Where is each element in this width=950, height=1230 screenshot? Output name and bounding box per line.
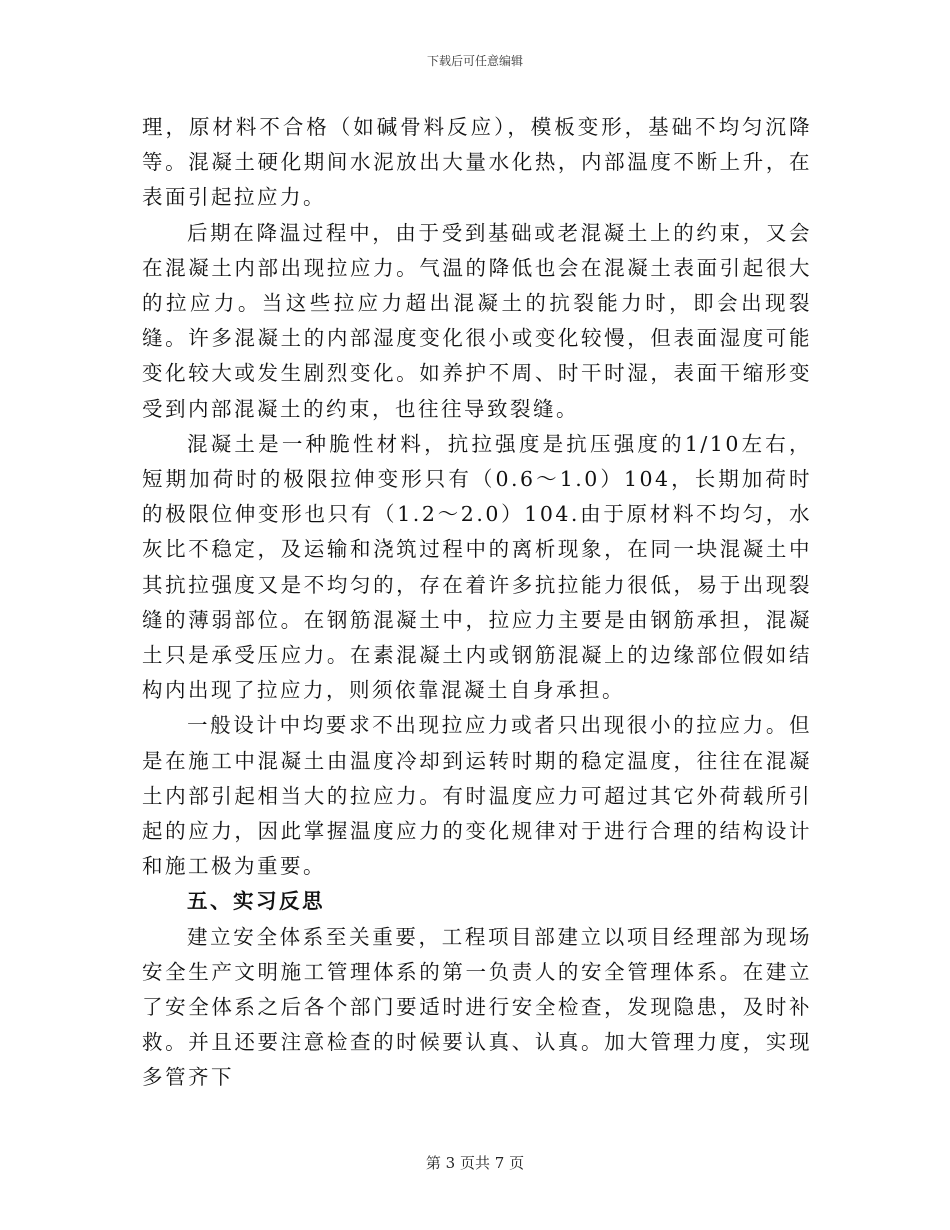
- section-heading: 五、实习反思: [187, 889, 325, 914]
- paragraph-4: 一般设计中均要求不出现拉应力或者只出现很小的拉应力。但是在施工中混凝土由温度冷却到运转时期的稳定温度，往往在混凝土内部引起相当大的拉应力。有时温度应力可超过其它外荷载所引起的应力，因此掌握温度应力的变化规律对于进行合理的结构设计和施工极为重要。: [142, 713, 812, 879]
- paragraph-3: 混凝土是一种脆性材料，抗拉强度是抗压强度的1/10左右，短期加荷时的极限拉伸变形只有（0.6～1.0）104，长期加荷时的极限位伸变形也只有（1.2～2.0）104.由于原材料不均匀，水灰比不稳定，及运输和浇筑过程中的离析现象，在同一块混凝土中其抗拉强度又是不均匀的，存在着许多抗拉能力很低，易于出现裂缝的薄弱部位。在钢筋混凝土中，拉应力主要是由钢筋承担，混凝土只是承受压应力。在素混凝土内或钢筋混凝上的边缘部位假如结构内出现了拉应力，则须依靠混凝土自身承担。: [142, 431, 812, 703]
- paragraph-5: 建立安全体系至关重要，工程项目部建立以项目经理部为现场安全生产文明施工管理体系的第一负责人的安全管理体系。在建立了安全体系之后各个部门要适时进行安全检查，发现隐患，及时补救。并且还要注意检查的时候要认真、认真。加大管理力度，实现多管齐下: [142, 924, 812, 1090]
- page-footer: 第 3 页共 7 页: [425, 1154, 525, 1172]
- paragraph-1: 理，原材料不合格（如碱骨料反应），模板变形，基础不均匀沉降等。混凝土硬化期间水泥放出大量水化热，内部温度不断上升，在表面引起拉应力。: [142, 115, 812, 210]
- document-body: [142, 110, 812, 1096]
- page-header: 下载后可任意编辑: [426, 54, 523, 68]
- paragraph-2: 后期在降温过程中，由于受到基础或老混凝土上的约束，又会在混凝土内部出现拉应力。气温的降低也会在混凝土表面引起很大的拉应力。当这些拉应力超出混凝土的抗裂能力时，即会出现裂缝。许多混凝土的内部湿度变化很小或变化较慢，但表面湿度可能变化较大或发生剧烈变化。如养护不周、时干时湿，表面干缩形变受到内部混凝土的约束，也往往导致裂缝。: [142, 220, 812, 421]
